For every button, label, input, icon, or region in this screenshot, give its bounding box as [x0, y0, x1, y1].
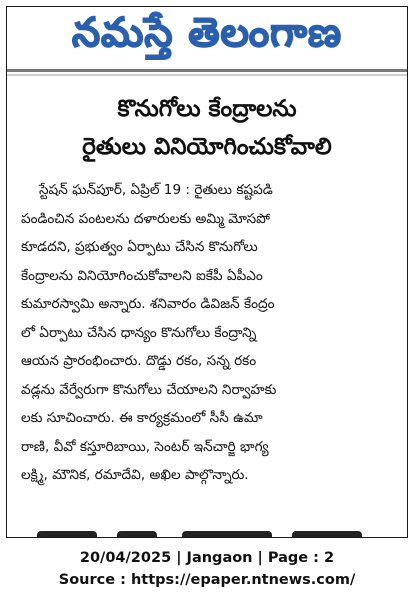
newspaper-masthead: నమస్తే తెలంగాణ [7, 7, 407, 72]
body-line: వడ్లను వేర్వేరుగా కొనుగోలు చేయాలని నిర్వాహకు [21, 381, 277, 398]
article-body [7, 170, 407, 490]
news-clipping [6, 6, 408, 538]
cut-off-text-fragment [7, 529, 407, 537]
body-line: కేంద్రాలను వినియోగించుకోవాలని ఐకేపీ ఏపీఎం [21, 267, 263, 284]
body-line: పండించిన పంటలను దళారులకు అమ్మి మోసపో [21, 210, 271, 227]
body-line: కూడదని, ప్రభుత్వం ఏర్పాటు చేసిన కొనుగోలు [21, 239, 258, 255]
body-line: స్టేషన్ ఘన్‌పూర్, ఏప్రిల్ 19 : రైతులు కష్టపడి [39, 182, 273, 198]
body-line: కుమారస్వామి అన్నారు. శనివారం డివిజన్ కేంద్రం [21, 296, 275, 312]
article-headline [7, 76, 407, 170]
source-url-line: Source : https://epaper.ntnews.com/ [58, 572, 356, 588]
source-date-line: 20/04/2025 | Jangaon | Page : 2 [79, 550, 335, 566]
body-line: లక్ష్మి, మౌనిక, రమాదేవి, అఖిల పాల్గొన్నారు. [21, 467, 249, 483]
body-line: ఆయన ప్రారంభించారు. దొడ్డు రకం, సన్న రకం [21, 353, 257, 369]
body-line: లో ఏర్పాటు చేసిన ధాన్యం కొనుగోలు కేంద్రాన్ని [21, 324, 257, 341]
body-line: లకు సూచించారు. ఈ కార్యక్రమంలో సీసీ ఉమా [21, 410, 263, 426]
headline-line-1: కొనుగోలు కేంద్రాలను [117, 96, 297, 122]
body-line: రాణి, వీవో కస్తూరిబాయి, సెంటర్ ఇన్‌చార్జి భాగ్య [21, 438, 269, 455]
headline-line-2: రైతులు వినియోగించుకోవాలి [82, 134, 332, 160]
